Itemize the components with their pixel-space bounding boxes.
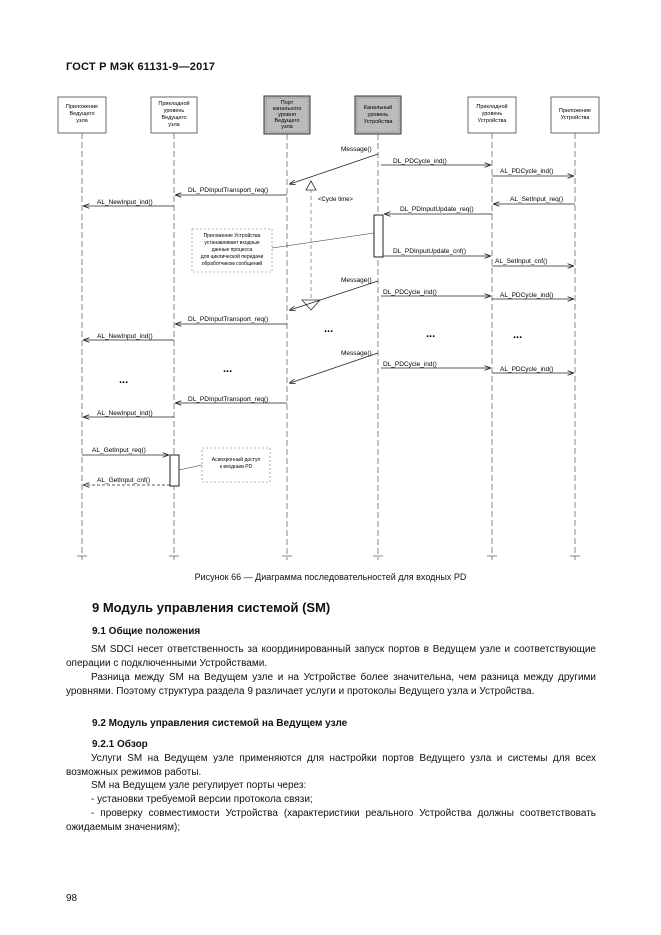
- dl-pdinputupdate-cnf-label: DL_PDInputUpdate_cnf(): [393, 248, 466, 255]
- note-line: Приложение Устройства: [203, 233, 261, 239]
- dl-pdinputtransport-req-label: DL_PDInputTransport_req(): [188, 316, 269, 323]
- lifeline-label: уровня: [278, 112, 296, 118]
- paragraph-text: Услуги SM на Ведущем узле применяются для настройки портов Ведущего узла и системы для всех возможных режимов работы.: [66, 753, 596, 778]
- lifeline-label: Прикладной: [158, 101, 190, 107]
- ellipsis: ...: [119, 374, 129, 386]
- message-label: Message(): [341, 146, 372, 153]
- activation-device-dl: [374, 215, 383, 257]
- paragraph: [66, 779, 596, 793]
- dl-pdcycle-ind-label: DL_PDCycle_ind(): [383, 361, 437, 368]
- paragraph-text: SM SDCI несет ответственность за координированный запуск портов в Ведущем узле и соответствующие операции с подключенными Устройствами.: [66, 644, 596, 669]
- lifeline-label: Канальный: [363, 105, 393, 111]
- lifeline-label: уровень: [163, 108, 185, 114]
- note-line: к входным PD: [219, 464, 253, 470]
- lifeline-label: канального: [272, 106, 302, 112]
- section-9-2-1-title: 9.2.1 Обзор: [92, 739, 148, 750]
- note-async-access: [179, 448, 270, 482]
- page-number: 98: [66, 893, 78, 904]
- ellipsis: ...: [426, 328, 436, 340]
- al-getinput-req-label: AL_GetInput_req(): [92, 447, 146, 454]
- section-9-2-title: 9.2 Модуль управления системой на Ведущем узле: [92, 718, 348, 729]
- lifeline-label: Устройства: [477, 118, 507, 124]
- section-9-title: 9 Модуль управления системой (SM): [92, 600, 331, 615]
- lifeline-label: Ведущего: [161, 115, 187, 121]
- cycle-time-marker: [302, 181, 354, 310]
- al-pdcycle-ind-label: AL_PDCycle_ind(): [500, 292, 554, 299]
- dl-pdinputupdate-req-label: DL_PDInputUpdate_req(): [400, 206, 474, 213]
- ellipsis: ...: [513, 329, 523, 341]
- lifeline-label: узла: [76, 118, 88, 124]
- paragraph-text: SM на Ведущем узле регулирует порты через:: [91, 780, 307, 791]
- paragraph: [66, 643, 596, 670]
- al-setinput-req-label: AL_SetInput_req(): [510, 196, 564, 203]
- note-device-app-sets-data: [192, 229, 374, 272]
- note-line: данные процесса: [211, 247, 253, 253]
- note-line: обработчиком сообщений: [201, 261, 263, 267]
- lifeline-label: уровень: [481, 111, 503, 117]
- note-line: для циклической передачи: [200, 254, 264, 260]
- al-getinput-cnf-label: AL_GetInput_cnf(): [97, 477, 151, 484]
- lifeline-label: узла: [281, 124, 293, 130]
- activation-master-al: [170, 455, 179, 486]
- message-label: Message(): [341, 277, 372, 284]
- lifeline-label: Ведущего: [69, 111, 95, 117]
- lifeline-header-device-dl: [355, 96, 401, 134]
- lifeline-header-device-al: [468, 97, 516, 133]
- paragraph: [66, 752, 596, 779]
- lifeline-header-master-al: [151, 97, 197, 133]
- lifeline-label: Прикладной: [476, 104, 508, 110]
- al-newinput-ind-label: AL_NewInput_ind(): [97, 199, 153, 206]
- lifeline-header-master-app: [58, 97, 106, 133]
- cycle-time-label: <Cycle time>: [318, 197, 354, 203]
- document-header: ГОСТ Р МЭК 61131-9—2017: [66, 61, 216, 73]
- message-label: Message(): [341, 350, 372, 357]
- ellipsis: ...: [223, 363, 233, 375]
- lifeline-label: Устройства: [363, 119, 393, 125]
- bullet-item: [66, 807, 596, 834]
- bullet-text: - проверку совместимости Устройства (характеристики реального Устройства должны соответствовать ожидаемым значениям);: [66, 808, 596, 833]
- note-line: устанавливает входные: [204, 240, 260, 246]
- lifeline-header-master-dl-port: [264, 96, 310, 134]
- al-newinput-ind-label: AL_NewInput_ind(): [97, 333, 153, 340]
- lifeline-label: узла: [168, 122, 180, 128]
- lifeline-header-device-app: [551, 97, 599, 133]
- bullet-text: - установки требуемой версии протокола связи;: [91, 794, 313, 805]
- section-9-1-title: 9.1 Общие положения: [92, 626, 201, 637]
- dl-pdinputtransport-req-label: DL_PDInputTransport_req(): [188, 187, 269, 194]
- lifeline-label: Приложение: [65, 104, 99, 110]
- lifeline-label: Порт: [280, 100, 294, 106]
- ellipsis: ...: [324, 323, 334, 335]
- lifeline-label: уровень: [367, 112, 389, 118]
- lifeline-label: Устройства: [560, 115, 590, 121]
- paragraph-text: Разница между SM на Ведущем узле и на Устройстве более значительна, чем разница между другими уровнями. Поэтому структура раздела 9 различает услуги и протоколы Ведущего узла и Устройства.: [66, 672, 596, 697]
- note-line: Асинхронный доступ: [211, 457, 261, 463]
- bullet-item: [66, 793, 596, 807]
- al-newinput-ind-label: AL_NewInput_ind(): [97, 410, 153, 417]
- lifeline-label: Приложение: [558, 108, 592, 114]
- lifeline-label: Ведущего: [274, 118, 300, 124]
- al-setinput-cnf-label: AL_SetInput_cnf(): [495, 258, 548, 265]
- al-pdcycle-ind-label: AL_PDCycle_ind(): [500, 168, 554, 175]
- al-pdcycle-ind-label: AL_PDCycle_ind(): [500, 366, 554, 373]
- dl-pdinputtransport-req-label: DL_PDInputTransport_req(): [188, 396, 269, 403]
- paragraph: [66, 671, 596, 698]
- dl-pdcycle-ind-label: DL_PDCycle_ind(): [393, 158, 447, 165]
- figure-caption: Рисунок 66 — Диаграмма последовательностей для входных PD: [194, 572, 467, 582]
- dl-pdcycle-ind-label: DL_PDCycle_ind(): [383, 289, 437, 296]
